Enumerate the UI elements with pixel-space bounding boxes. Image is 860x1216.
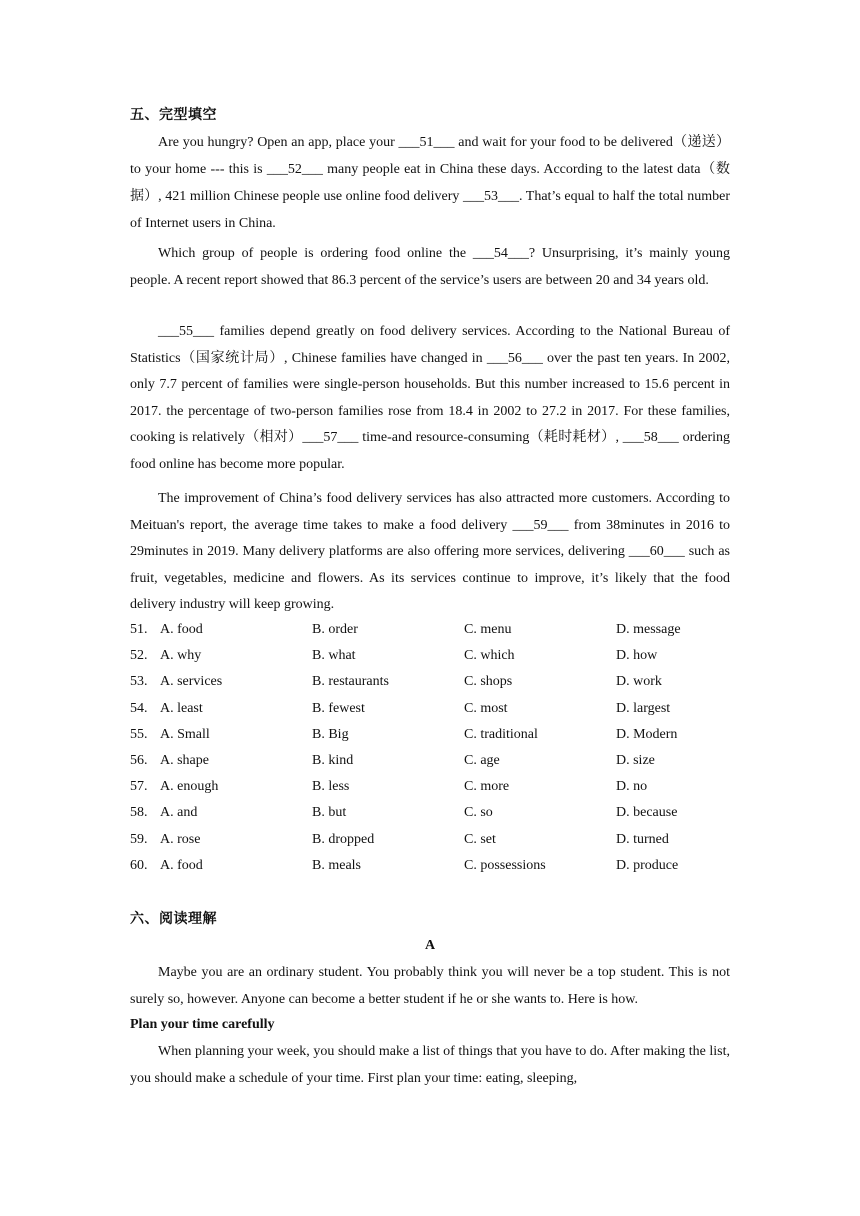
question-number: 55. (130, 726, 148, 742)
option-b: B. fewest (312, 700, 365, 716)
option-row-56 (130, 748, 730, 774)
option-c: C. menu (464, 622, 512, 637)
option-d: D. turned (616, 831, 669, 847)
option-c: C. so (464, 805, 493, 821)
option-b: B. order (312, 622, 358, 637)
passage-label: A (424, 938, 436, 953)
option-row-54 (130, 696, 730, 722)
reading-subheading: Plan your time carefully (130, 1017, 275, 1032)
option-a: A. why (160, 648, 202, 664)
option-row-55 (130, 722, 730, 748)
option-a: A. shape (160, 752, 209, 768)
question-number: 60. (130, 857, 148, 873)
option-a: A. and (160, 805, 198, 821)
cloze-section-title: 五、完型填空 (130, 107, 217, 123)
cloze-options-table (130, 617, 730, 879)
option-d: D. work (616, 674, 662, 690)
option-d: D. message (616, 622, 681, 637)
option-a: A. Small (160, 726, 210, 742)
option-b: B. less (312, 779, 350, 795)
option-b: B. but (312, 805, 347, 821)
option-b: B. dropped (312, 831, 375, 847)
option-b: B. what (312, 648, 356, 664)
question-number: 59. (130, 831, 148, 847)
option-c: C. which (464, 648, 515, 664)
option-d: D. produce (616, 857, 679, 873)
question-number: 51. (130, 622, 148, 637)
option-d: D. largest (616, 700, 671, 716)
reading-intro-paragraph: Maybe you are an ordinary student. You probably think you will never be a top student. This is not surely so, however. Anyone can become a better student if he or she wants to. Here is how. (130, 965, 730, 1007)
cloze-paragraph-2: Which group of people is ordering food online the ___54___? Unsurprising, it’s mainly young people. A recent report showed that 86.3 percent of the service’s users are between 20 and 34 years old. (130, 246, 730, 288)
option-a: A. food (160, 857, 203, 873)
question-number: 56. (130, 752, 148, 768)
option-d: D. because (616, 805, 678, 821)
option-row-52 (130, 643, 730, 669)
option-a: A. food (160, 622, 203, 637)
option-row-53 (130, 669, 730, 695)
option-c: C. traditional (464, 726, 538, 742)
option-b: B. kind (312, 752, 354, 768)
cloze-paragraph-1: Are you hungry? Open an app, place your ___51___ and wait for your food to be delivered（递送）to your home --- this is ___52___ many people eat in China these days. According to the latest data（数据）, 421 million Chinese people use online food delivery ___53___. That’s equal to half the total number of Internet users in China. (130, 135, 730, 231)
option-a: A. enough (160, 779, 219, 795)
option-b: B. restaurants (312, 674, 389, 690)
question-number: 57. (130, 779, 148, 795)
option-a: A. services (160, 674, 223, 690)
reading-paragraph-2: When planning your week, you should make a list of things that you have to do. After making the list, you should make a schedule of your time. First plan your time: eating, sleeping, (130, 1044, 730, 1086)
option-a: A. least (160, 700, 203, 716)
option-d: D. no (616, 779, 648, 795)
option-c: C. age (464, 752, 500, 768)
option-row-58 (130, 800, 730, 826)
option-row-57 (130, 774, 730, 800)
option-a: A. rose (160, 831, 201, 847)
option-row-59 (130, 827, 730, 853)
reading-section-title: 六、阅读理解 (130, 911, 217, 927)
option-d: D. how (616, 648, 658, 664)
option-c: C. shops (464, 674, 513, 690)
option-b: B. Big (312, 726, 349, 742)
question-number: 52. (130, 648, 148, 664)
cloze-paragraph-4: The improvement of China’s food delivery services has also attracted more customers. According to Meituan's report, the average time takes to make a food delivery ___59___ from 38minutes in 2016 to 29minutes in 2019. Many delivery platforms are also offering more services, delivering ___60___ such as fruit, vegetables, medicine and flowers. As its services continue to improve, it’s likely that the food delivery industry will keep growing. (130, 491, 730, 612)
option-row-51 (130, 617, 730, 643)
option-d: D. Modern (616, 726, 678, 742)
question-number: 58. (130, 805, 148, 821)
option-row-60 (130, 853, 730, 879)
question-number: 53. (130, 674, 148, 690)
option-b: B. meals (312, 857, 361, 873)
option-c: C. set (464, 831, 496, 847)
option-d: D. size (616, 752, 655, 768)
cloze-paragraph-3: ___55___ families depend greatly on food delivery services. According to the National Bureau of Statistics（国家统计局）, Chinese families have changed in ___56___ over the past ten years. In 2002, only 7.7 percent of families were single-person households. But this number increased to 15.6 percent in 2017. the percentage of two-person families rose from 18.4 in 2002 to 27.2 in 2017. For these families, cooking is relatively（相对）___57___ time-and resource-consuming（耗时耗材）, ___58___ ordering food online has become more popular. (130, 324, 730, 472)
question-number: 54. (130, 700, 148, 716)
option-c: C. possessions (464, 857, 546, 873)
option-c: C. more (464, 779, 510, 795)
option-c: C. most (464, 700, 508, 716)
